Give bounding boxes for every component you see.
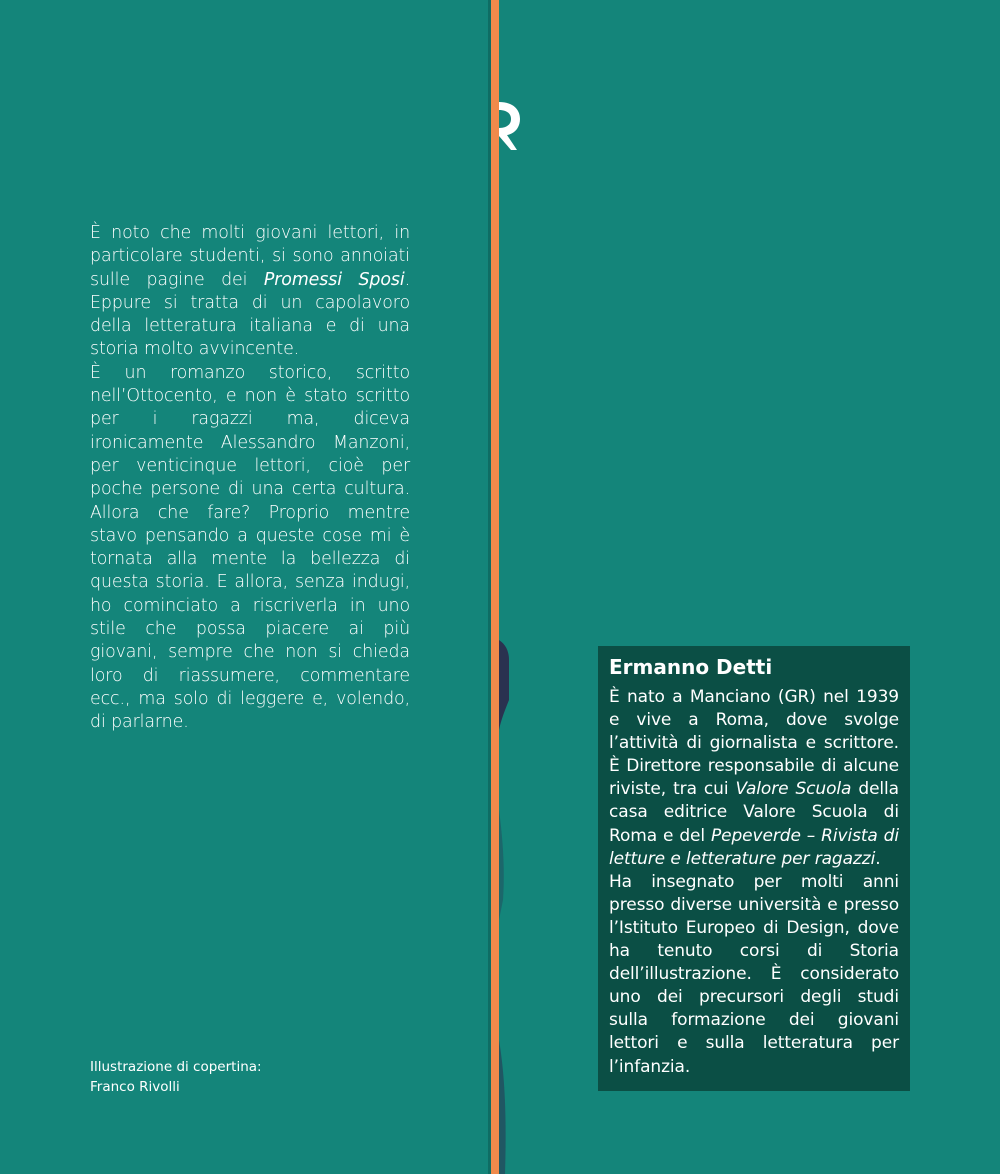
author-bio-paragraph-2: Ha insegnato per molti anni presso diverse università e presso l’Istituto Europeo di Design, dove ha tenuto corsi di Storia dell’illustrazione. È considerato uno dei precursori degli studi sulla formazione dei giovani lettori e sulla letteratura per l’infanzia.: [609, 871, 899, 1077]
author-name: Ermanno Detti: [609, 655, 773, 679]
blurb-p1-text-b: . Eppure si tratta di un capolavoro della letteratura italiana e di una storia molto avvincente.: [90, 269, 410, 360]
bio-text-b: della casa editrice Valore Scuola di Roma e del: [609, 779, 899, 846]
credit-illustrator: Franco Rivolli: [90, 1079, 180, 1095]
credit-label: Illustrazione di copertina:: [90, 1059, 262, 1075]
blurb-p1-text-a: È noto che molti giovani lettori, in particolare studenti, si sono annoiati sulle pagine dei: [90, 223, 410, 290]
author-bio-box: [598, 646, 910, 1091]
cover-illustration-edge: [499, 640, 515, 1174]
back-cover-blurb: [90, 222, 410, 735]
author-bio-paragraph-1: [609, 686, 899, 871]
book-title: Promessi Sposi: [263, 269, 405, 290]
illustration-credit: [90, 1057, 262, 1097]
blurb-paragraph-2: È un romanzo storico, scritto nell’Ottocento, e non è stato scritto per i ragazzi ma, diceva ironicamente Alessandro Manzoni, per venticinque lettori, cioè per poche persone di una certa cultura. Allora che fare? Proprio mentre stavo pensando a queste cose mi è tornata alla mente la bellezza di questa storia. E allora, senza indugi, ho cominciato a riscriverla in uno stile che possa piacere ai più giovani, sempre che non si chieda loro di riassumere, commentare ecc., ma solo di leggere e, volendo, di parlarne.: [90, 362, 410, 733]
author-bio: [609, 686, 899, 1079]
publisher-logo-fragment: [499, 98, 521, 158]
magazine-title-1: Valore Scuola: [735, 779, 852, 800]
blurb-paragraph-1: [90, 222, 410, 362]
bio-text-c: .: [875, 848, 881, 869]
spine-stripe: [491, 0, 499, 1174]
magazine-title-2: Pepeverde – Rivista di letture e letterature per ragazzi: [609, 825, 899, 869]
bio-text-a: È nato a Manciano (GR) nel 1939 e vive a Roma, dove svolge l’attività di giornalista e scrittore. È Direttore responsabile di alcune riviste, tra cui: [609, 687, 899, 800]
